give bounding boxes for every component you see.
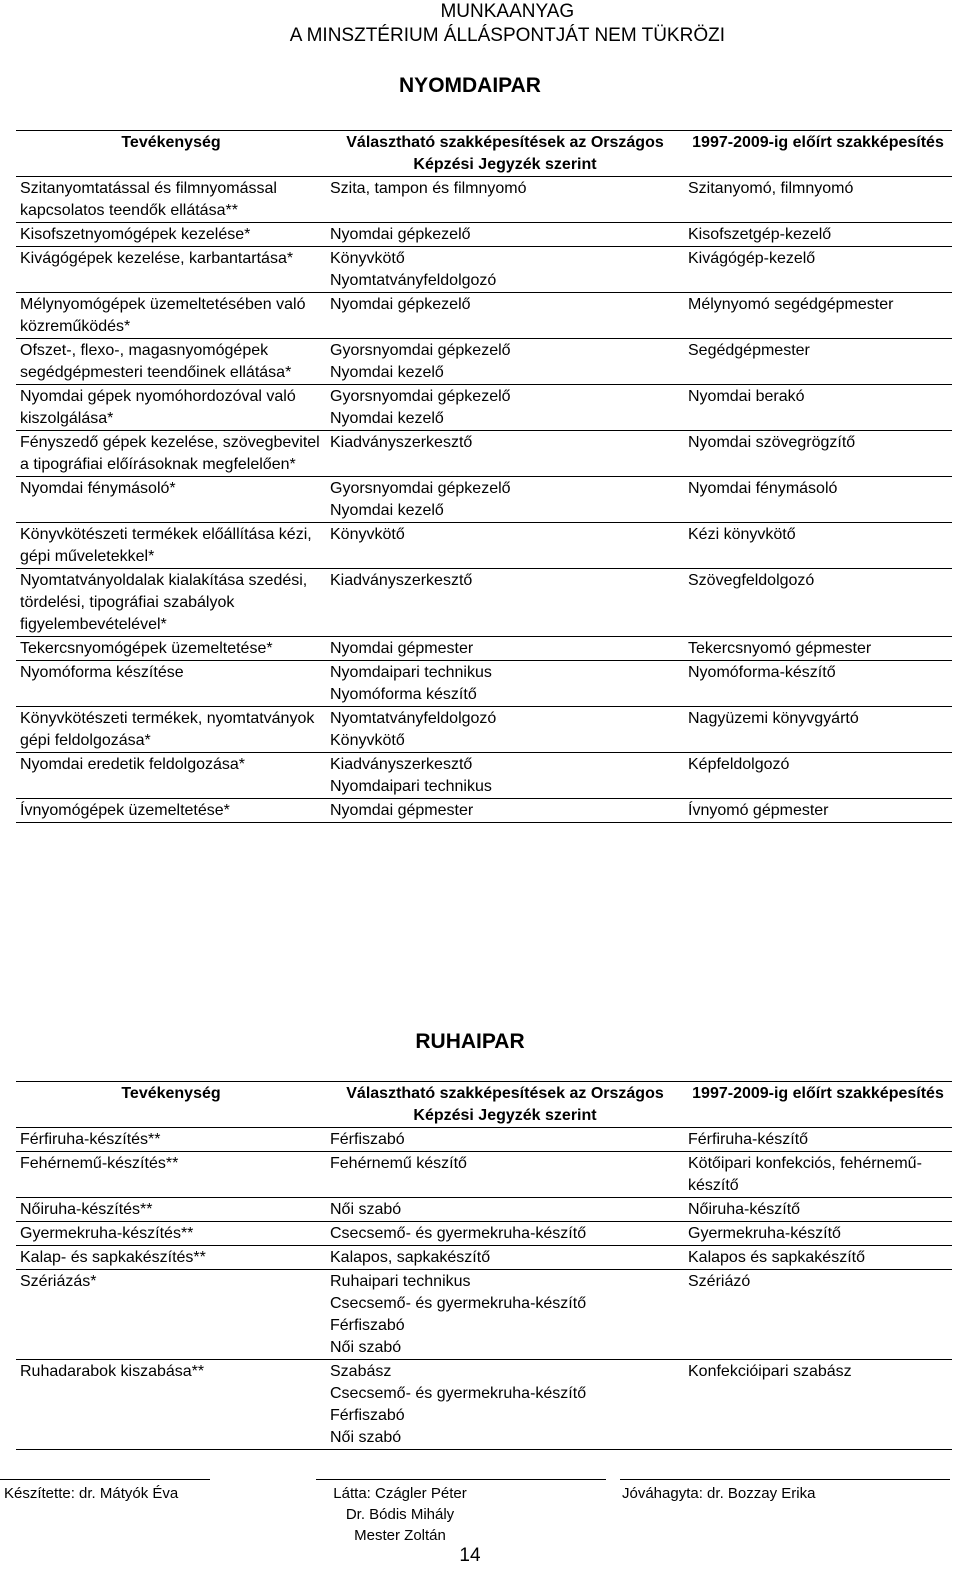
activity-cell: Mélynyomógépek üzemeltetésében való közreműködés* <box>20 296 306 335</box>
prior-qualification-cell: Kivágógép-kezelő <box>688 250 816 267</box>
table-header-row <box>16 1082 952 1128</box>
qualification-option: Férfiszabó <box>330 1131 405 1148</box>
qualification-option: Könyvkötő <box>330 732 405 749</box>
qualification-option: Nyomtatványfeldolgozó <box>330 710 497 727</box>
prior-qualification-cell: Kisofszetgép-kezelő <box>688 226 832 243</box>
column-header-prior: 1997-2009-ig előírt szakképesítés <box>692 134 944 151</box>
prior-qualification-cell: Nagyüzemi könyvgyártó <box>688 710 859 727</box>
reviewer-name: Látta: Czágler Péter <box>333 1485 467 1502</box>
draft-header-line2: A MINSZTÉRIUM ÁLLÁSPONTJÁT NEM TÜKRÖZI <box>289 25 725 46</box>
prior-qualification-cell: Konfekcióipari szabász <box>688 1363 852 1380</box>
qualification-option: Nyomdai kezelő <box>330 364 444 381</box>
options-cell <box>326 753 684 799</box>
column-header-options: Választható szakképesítések az Országos Képzési Jegyzék szerint <box>346 134 664 173</box>
activity-cell: Ívnyomógépek üzemeltetése* <box>20 802 230 819</box>
column-header-options: Választható szakképesítések az Országos Képzési Jegyzék szerint <box>346 1085 664 1124</box>
activity-cell: Nyomdai eredetik feldolgozása* <box>20 756 246 773</box>
table-row <box>16 385 952 431</box>
table-row <box>16 177 952 223</box>
options-cell <box>326 661 684 707</box>
table-row <box>16 339 952 385</box>
options-cell <box>326 799 684 823</box>
nyomdaipar-table <box>16 130 952 823</box>
prior-qualification-cell: Nyomdai szövegrögzítő <box>688 434 856 451</box>
qualification-option: Csecsemő- és gyermekruha-készítő <box>330 1225 587 1242</box>
prior-qualification-cell: Kézi könyvkötő <box>688 526 796 543</box>
prior-qualification-cell: Nyomdai berakó <box>688 388 805 405</box>
qualification-option: Női szabó <box>330 1429 402 1446</box>
prior-qualification-cell: Szövegfeldolgozó <box>688 572 815 589</box>
options-cell <box>326 1128 684 1152</box>
options-cell <box>326 1152 684 1198</box>
qualification-option: Fehérnemű készítő <box>330 1155 467 1172</box>
activity-cell: Fehérnemű-készítés** <box>20 1155 179 1172</box>
activity-cell: Könyvkötészeti termékek, nyomtatványok gépi feldolgozása* <box>20 710 315 749</box>
table-row <box>16 293 952 339</box>
options-cell <box>326 177 684 223</box>
activity-cell: Nőiruha-készítés** <box>20 1201 153 1218</box>
prior-qualification-cell: Nyomóforma-készítő <box>688 664 836 681</box>
options-cell <box>326 477 684 523</box>
prior-qualification-cell: Kalapos és sapkakészítő <box>688 1249 865 1266</box>
table-header-row <box>16 131 952 177</box>
qualification-option: Női szabó <box>330 1339 402 1356</box>
qualification-option: Nyomdai kezelő <box>330 502 444 519</box>
activity-cell: Nyomdai fénymásoló* <box>20 480 176 497</box>
signature-line <box>316 1479 606 1480</box>
qualification-option: Nyomdai gépkezelő <box>330 296 471 313</box>
prior-qualification-cell: Mélynyomó segédgépmester <box>688 296 894 313</box>
options-cell <box>326 385 684 431</box>
table-row <box>16 1360 952 1450</box>
reviewer-name: Mester Zoltán <box>354 1527 446 1544</box>
options-cell <box>326 707 684 753</box>
table-row <box>16 1270 952 1360</box>
options-cell <box>326 637 684 661</box>
qualification-option: Nyomdai gépmester <box>330 802 474 819</box>
options-cell <box>326 247 684 293</box>
prior-qualification-cell: Tekercsnyomó gépmester <box>688 640 872 657</box>
ruhaipar-table <box>16 1081 952 1450</box>
activity-cell: Nyomdai gépek nyomóhordozóval való kiszolgálása* <box>20 388 296 427</box>
qualification-option: Kalapos, sapkakészítő <box>330 1249 491 1266</box>
table-row <box>16 1128 952 1152</box>
qualification-option: Csecsemő- és gyermekruha-készítő <box>330 1385 587 1402</box>
activity-cell: Kalap- és sapkakészítés** <box>20 1249 206 1266</box>
qualification-option: Férfiszabó <box>330 1407 405 1424</box>
prior-qualification-cell: Szitanyomó, filmnyomó <box>688 180 854 197</box>
prior-qualification-cell: Kötőipari konfekciós, fehérnemű-készítő <box>688 1155 922 1194</box>
table-row <box>16 1152 952 1198</box>
prior-qualification-cell: Nyomdai fénymásoló <box>688 480 838 497</box>
activity-cell: Ruhadarabok kiszabása** <box>20 1363 205 1380</box>
prior-qualification-cell: Férfiruha-készítő <box>688 1131 809 1148</box>
activity-cell: Kivágógépek kezelése, karbantartása* <box>20 250 294 267</box>
prior-qualification-cell: Nőiruha-készítő <box>688 1201 801 1218</box>
prior-qualification-cell: Segédgépmester <box>688 342 810 359</box>
prior-qualification-cell: Képfeldolgozó <box>688 756 790 773</box>
activity-cell: Férfiruha-készítés** <box>20 1131 161 1148</box>
options-cell <box>326 339 684 385</box>
table-row <box>16 569 952 637</box>
qualification-option: Nyomóforma készítő <box>330 686 477 703</box>
table-row <box>16 247 952 293</box>
qualification-option: Szita, tampon és filmnyomó <box>330 180 527 197</box>
signature-line <box>0 1479 210 1480</box>
qualification-option: Kiadványszerkesztő <box>330 572 473 589</box>
qualification-option: Nyomdaipari technikus <box>330 664 492 681</box>
column-header-activity: Tevékenység <box>121 1085 221 1102</box>
prior-qualification-cell: Gyermekruha-készítő <box>688 1225 841 1242</box>
qualification-option: Gyorsnyomdai gépkezelő <box>330 342 511 359</box>
activity-cell: Tekercsnyomógépek üzemeltetése* <box>20 640 273 657</box>
table-row <box>16 477 952 523</box>
options-cell <box>326 1222 684 1246</box>
qualification-option: Gyorsnyomdai gépkezelő <box>330 388 511 405</box>
section-title-ruhaipar: RUHAIPAR <box>415 1030 525 1053</box>
draft-header-line1: MUNKAANYAG <box>440 1 575 22</box>
qualification-option: Szabász <box>330 1363 392 1380</box>
options-cell <box>326 431 684 477</box>
options-cell <box>326 223 684 247</box>
activity-cell: Nyomtatványoldalak kialakítása szedési, tördelési, tipográfiai szabályok figyelembevételével* <box>20 572 308 633</box>
activity-cell: Szitanyomtatással és filmnyomással kapcsolatos teendők ellátása** <box>20 180 277 219</box>
qualification-option: Könyvkötő <box>330 250 405 267</box>
activity-cell: Gyermekruha-készítés** <box>20 1225 194 1242</box>
draft-header <box>290 0 725 48</box>
page-number: 14 <box>459 1545 481 1566</box>
activity-cell: Nyomóforma készítése <box>20 664 184 681</box>
table-row <box>16 753 952 799</box>
activity-cell: Könyvkötészeti termékek előállítása kézi, gépi műveletekkel* <box>20 526 312 565</box>
table-row <box>16 223 952 247</box>
options-cell <box>326 569 684 637</box>
table-row <box>16 431 952 477</box>
qualification-option: Nyomdai kezelő <box>330 410 444 427</box>
qualification-option: Gyorsnyomdai gépkezelő <box>330 480 511 497</box>
approved-by: Jóváhagyta: dr. Bozzay Erika <box>622 1485 816 1502</box>
qualification-option: Nyomtatványfeldolgozó <box>330 272 497 289</box>
options-cell <box>326 523 684 569</box>
activity-cell: Fényszedő gépek kezelése, szövegbevitel a tipográfiai előírásoknak megfelelően* <box>20 434 320 473</box>
qualification-option: Könyvkötő <box>330 526 405 543</box>
options-cell <box>326 1270 684 1360</box>
table-row <box>16 1198 952 1222</box>
activity-cell: Szériázás* <box>20 1273 97 1290</box>
prior-qualification-cell: Ívnyomó gépmester <box>688 802 829 819</box>
qualification-option: Nyomdai gépmester <box>330 640 474 657</box>
qualification-option: Nyomdai gépkezelő <box>330 226 471 243</box>
table-row <box>16 1222 952 1246</box>
qualification-option: Ruhaipari technikus <box>330 1273 471 1290</box>
options-cell <box>326 293 684 339</box>
options-cell <box>326 1360 684 1450</box>
activity-cell: Kisofszetnyomógépek kezelése* <box>20 226 251 243</box>
qualification-option: Csecsemő- és gyermekruha-készítő <box>330 1295 587 1312</box>
table-row <box>16 707 952 753</box>
options-cell <box>326 1246 684 1270</box>
column-header-prior: 1997-2009-ig előírt szakképesítés <box>692 1085 944 1102</box>
table-row <box>16 1246 952 1270</box>
activity-cell: Ofszet-, flexo-, magasnyomógépek segédgépmesteri teendőinek ellátása* <box>20 342 292 381</box>
qualification-option: Nyomdaipari technikus <box>330 778 492 795</box>
reviewed-by <box>318 1483 482 1546</box>
qualification-option: Kiadványszerkesztő <box>330 434 473 451</box>
table-row <box>16 523 952 569</box>
table-row <box>16 799 952 823</box>
column-header-activity: Tevékenység <box>121 134 221 151</box>
qualification-option: Férfiszabó <box>330 1317 405 1334</box>
section-title-nyomdaipar: NYOMDAIPAR <box>399 74 541 97</box>
signature-line <box>620 1479 950 1480</box>
prepared-by: Készítette: dr. Mátyók Éva <box>4 1485 179 1502</box>
options-cell <box>326 1198 684 1222</box>
reviewer-name: Dr. Bódis Mihály <box>345 1506 455 1523</box>
prior-qualification-cell: Szériázó <box>688 1273 751 1290</box>
qualification-option: Kiadványszerkesztő <box>330 756 473 773</box>
qualification-option: Női szabó <box>330 1201 402 1218</box>
table-row <box>16 661 952 707</box>
table-row <box>16 637 952 661</box>
